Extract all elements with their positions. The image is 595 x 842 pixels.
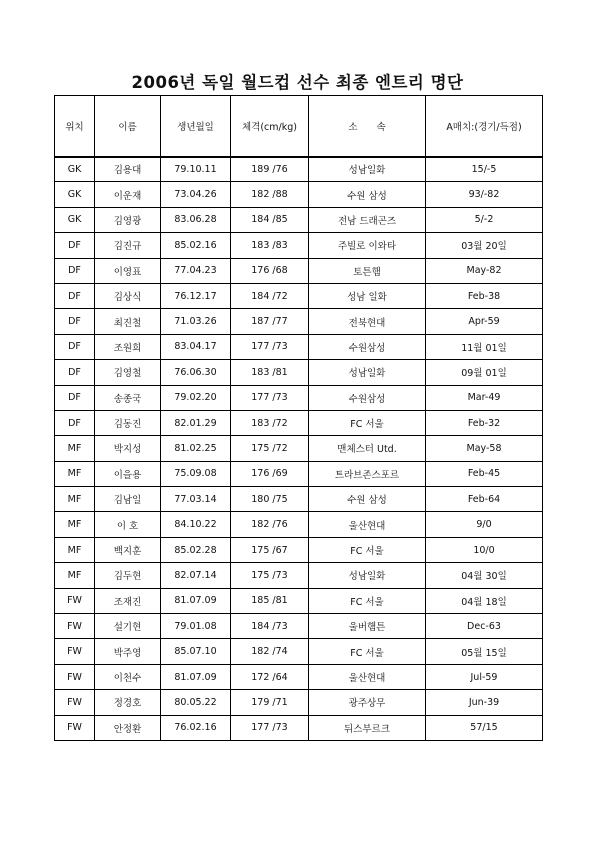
name-cell: 이을용 [95,461,161,486]
birthdate-cell: 79.10.11 [161,157,231,182]
a-match-cell: Feb-38 [426,283,543,308]
club-cell: FC 서울 [309,537,426,562]
birthdate-cell: 82.01.29 [161,410,231,435]
position-cell: FW [55,664,95,689]
physique-cell: 183 /83 [231,233,309,258]
table-row [55,207,543,232]
club-cell: 전북현대 [309,309,426,334]
club-cell: 수원삼성 [309,385,426,410]
a-match-cell: Mar-49 [426,385,543,410]
name-cell: 김두현 [95,563,161,588]
physique-cell: 183 /72 [231,410,309,435]
a-match-cell: 15/-5 [426,157,543,182]
name-cell: 김동진 [95,410,161,435]
a-match-cell: 09월 01일 [426,360,543,385]
club-cell: FC 서울 [309,410,426,435]
a-match-cell: May-58 [426,436,543,461]
club-cell: 광주상무 [309,690,426,715]
physique-cell: 175 /72 [231,436,309,461]
a-match-cell: 05월 15일 [426,639,543,664]
position-cell: DF [55,233,95,258]
a-match-cell: Feb-64 [426,487,543,512]
position-cell: GK [55,182,95,207]
birthdate-cell: 80.05.22 [161,690,231,715]
physique-cell: 175 /67 [231,537,309,562]
name-cell: 송종국 [95,385,161,410]
name-cell: 이 호 [95,512,161,537]
a-match-cell: 04월 30일 [426,563,543,588]
header-position: 위치 [55,96,95,157]
physique-cell: 182 /76 [231,512,309,537]
position-cell: MF [55,487,95,512]
name-cell: 이영표 [95,258,161,283]
a-match-cell: Jun-39 [426,690,543,715]
physique-cell: 177 /73 [231,334,309,359]
name-cell: 김진규 [95,233,161,258]
club-cell: 성남일화 [309,563,426,588]
a-match-cell: 11월 01일 [426,334,543,359]
club-cell: 수원 삼성 [309,182,426,207]
table-row [55,309,543,334]
name-cell: 김영철 [95,360,161,385]
table-row [55,563,543,588]
header-club: 소 속 [309,96,426,157]
name-cell: 최진철 [95,309,161,334]
physique-cell: 182 /88 [231,182,309,207]
birthdate-cell: 82.07.14 [161,563,231,588]
physique-cell: 185 /81 [231,588,309,613]
position-cell: MF [55,512,95,537]
physique-cell: 176 /69 [231,461,309,486]
name-cell: 안정환 [95,715,161,740]
table-row [55,664,543,689]
birthdate-cell: 76.06.30 [161,360,231,385]
table-row [55,385,543,410]
physique-cell: 189 /76 [231,157,309,182]
a-match-cell: Feb-32 [426,410,543,435]
position-cell: MF [55,563,95,588]
name-cell: 김상식 [95,283,161,308]
physique-cell: 184 /73 [231,614,309,639]
birthdate-cell: 85.02.16 [161,233,231,258]
position-cell: DF [55,258,95,283]
table-row [55,512,543,537]
table-row [55,639,543,664]
club-cell: 성남일화 [309,157,426,182]
name-cell: 조재진 [95,588,161,613]
table-header [55,96,543,157]
physique-cell: 187 /77 [231,309,309,334]
name-cell: 백지훈 [95,537,161,562]
a-match-cell: Apr-59 [426,309,543,334]
name-cell: 조원희 [95,334,161,359]
name-cell: 이운재 [95,182,161,207]
table-row [55,690,543,715]
table-row [55,461,543,486]
a-match-cell: May-82 [426,258,543,283]
club-cell: 맨체스터 Utd. [309,436,426,461]
roster-table [54,95,543,741]
a-match-cell: Feb-45 [426,461,543,486]
club-cell: 성남일화 [309,360,426,385]
position-cell: MF [55,436,95,461]
name-cell: 설기현 [95,614,161,639]
position-cell: FW [55,639,95,664]
physique-cell: 183 /81 [231,360,309,385]
club-cell: 성남 일화 [309,283,426,308]
name-cell: 정경호 [95,690,161,715]
name-cell: 김영광 [95,207,161,232]
birthdate-cell: 77.03.14 [161,487,231,512]
a-match-cell: Dec-63 [426,614,543,639]
club-cell: 울산현대 [309,512,426,537]
a-match-cell: 5/-2 [426,207,543,232]
table-row [55,588,543,613]
table-row [55,258,543,283]
birthdate-cell: 77.04.23 [161,258,231,283]
table-row [55,182,543,207]
position-cell: FW [55,588,95,613]
physique-cell: 184 /85 [231,207,309,232]
physique-cell: 179 /71 [231,690,309,715]
club-cell: 수원삼성 [309,334,426,359]
table-row [55,436,543,461]
club-cell: 울산현대 [309,664,426,689]
header-physique: 체격(cm/kg) [231,96,309,157]
table-row [55,614,543,639]
document-title: 2006년 독일 월드컵 선수 최종 엔트리 명단 [131,73,464,92]
table-row [55,233,543,258]
table-row [55,157,543,182]
header-birthdate: 생년월일 [161,96,231,157]
position-cell: GK [55,157,95,182]
position-cell: DF [55,283,95,308]
birthdate-cell: 81.07.09 [161,664,231,689]
club-cell: 전남 드래곤즈 [309,207,426,232]
name-cell: 김남일 [95,487,161,512]
table-row [55,283,543,308]
table-row [55,360,543,385]
position-cell: DF [55,385,95,410]
a-match-cell: 57/15 [426,715,543,740]
physique-cell: 175 /73 [231,563,309,588]
a-match-cell: 04월 18일 [426,588,543,613]
position-cell: DF [55,309,95,334]
physique-cell: 172 /64 [231,664,309,689]
club-cell: 주빌로 이와타 [309,233,426,258]
birthdate-cell: 81.07.09 [161,588,231,613]
header-a-match: A매치:(경기/득점) [426,96,543,157]
club-cell: 토튼햄 [309,258,426,283]
position-cell: DF [55,360,95,385]
physique-cell: 184 /72 [231,283,309,308]
physique-cell: 177 /73 [231,385,309,410]
table-row [55,715,543,740]
birthdate-cell: 83.04.17 [161,334,231,359]
club-cell: 트라브존스포르 [309,461,426,486]
position-cell: FW [55,690,95,715]
birthdate-cell: 76.02.16 [161,715,231,740]
position-cell: FW [55,715,95,740]
table-row [55,487,543,512]
table-row [55,410,543,435]
birthdate-cell: 81.02.25 [161,436,231,461]
physique-cell: 180 /75 [231,487,309,512]
name-cell: 이천수 [95,664,161,689]
birthdate-cell: 83.06.28 [161,207,231,232]
birthdate-cell: 73.04.26 [161,182,231,207]
club-cell: FC 서울 [309,639,426,664]
a-match-cell: 03월 20일 [426,233,543,258]
a-match-cell: 10/0 [426,537,543,562]
birthdate-cell: 79.02.20 [161,385,231,410]
position-cell: MF [55,461,95,486]
birthdate-cell: 71.03.26 [161,309,231,334]
name-cell: 박주영 [95,639,161,664]
position-cell: DF [55,410,95,435]
table-body [55,157,543,741]
a-match-cell: 93/-82 [426,182,543,207]
a-match-cell: 9/0 [426,512,543,537]
name-cell: 김용대 [95,157,161,182]
club-cell: FC 서울 [309,588,426,613]
birthdate-cell: 75.09.08 [161,461,231,486]
table-row [55,537,543,562]
birthdate-cell: 79.01.08 [161,614,231,639]
position-cell: FW [55,614,95,639]
physique-cell: 177 /73 [231,715,309,740]
position-cell: GK [55,207,95,232]
physique-cell: 182 /74 [231,639,309,664]
a-match-cell: Jul-59 [426,664,543,689]
club-cell: 뒤스부르크 [309,715,426,740]
position-cell: MF [55,537,95,562]
birthdate-cell: 85.02.28 [161,537,231,562]
birthdate-cell: 85.07.10 [161,639,231,664]
birthdate-cell: 76.12.17 [161,283,231,308]
header-name: 이름 [95,96,161,157]
header-row [55,96,543,157]
physique-cell: 176 /68 [231,258,309,283]
table-row [55,334,543,359]
birthdate-cell: 84.10.22 [161,512,231,537]
club-cell: 울버햄튼 [309,614,426,639]
position-cell: DF [55,334,95,359]
name-cell: 박지성 [95,436,161,461]
club-cell: 수원 삼성 [309,487,426,512]
